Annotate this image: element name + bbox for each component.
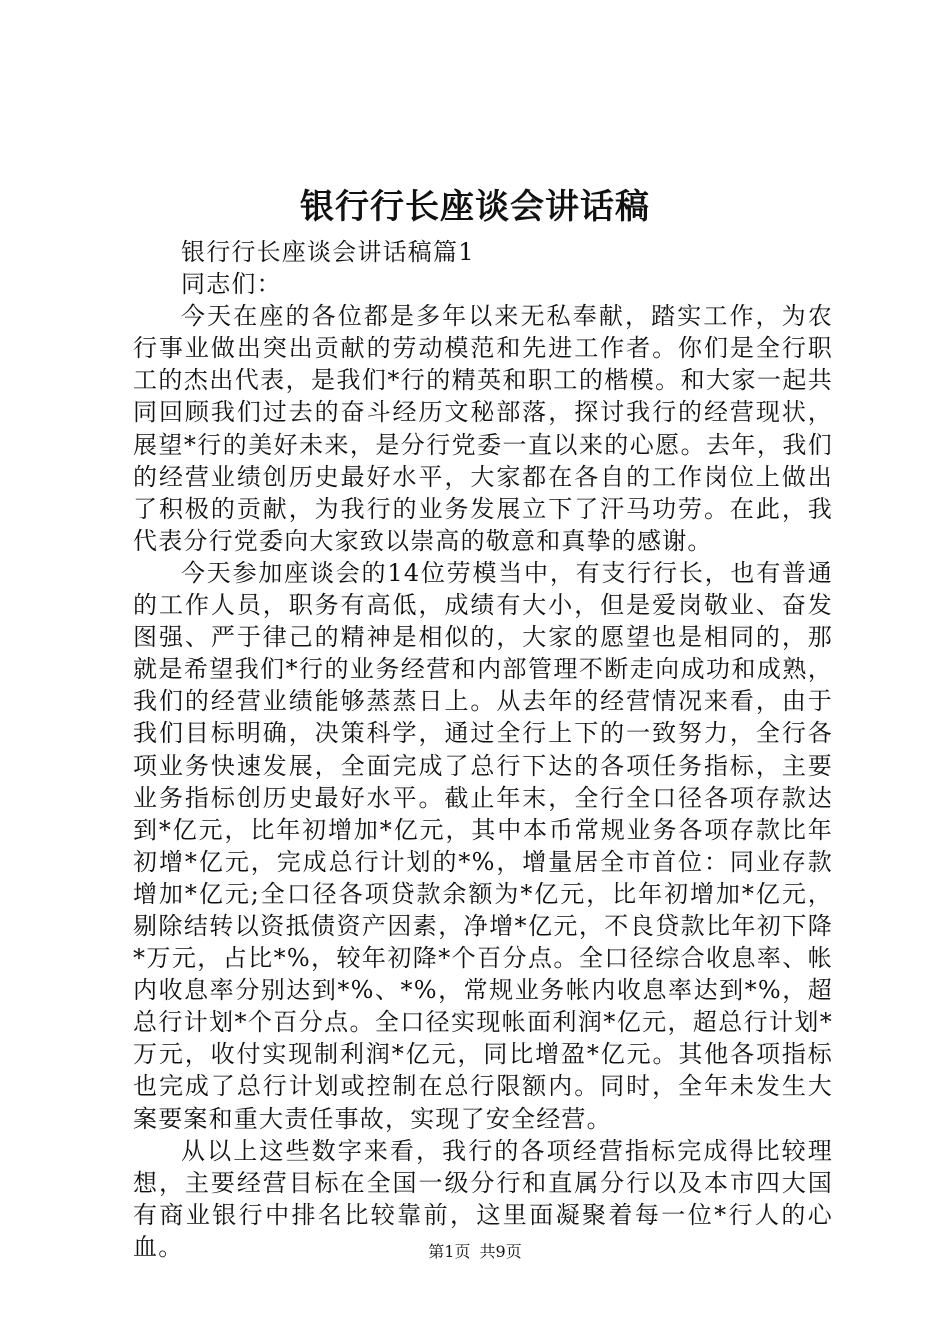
paragraph: 今天参加座谈会的14位劳模当中，有支行行长，也有普通的工作人员，职务有高低，成绩有大小，但是爱岗敬业、奋发图强、严于律己的精神是相似的，大家的愿望也是相同的，那就是希望我们*行的业务经营和内部管理不断走向成功和成熟，我们的经营业绩能够蒸蒸日上。从去年的经营情况来看，由于我们目标明确，决策科学，通过全行上下的一致努力，全行各项业务快速发展，全面完成了总行下达的各项任务指标，主要业务指标创历史最好水平。截止年末，全行全口径各项存款达到*亿元，比年初增加*亿元，其中本币常规业务各项存款比年初增*亿元，完成总行计划的*%，增量居全市首位：同业存款增加*亿元;全口径各项贷款余额为*亿元，比年初增加*亿元，剔除结转以资抵债资产因素，净增*亿元，不良贷款比年初下降*万元，占比*%，较年初降*个百分点。全口径综合收息率、帐内收息率分别达到*%、*%，常规业务帐内收息率达到*%，超总行计划*个百分点。全口径实现帐面利润*亿元，超总行计划*万元，收付实现制利润*亿元，同比增盈*亿元。其他各项指标也完成了总行计划或控制在总行限额内。同时，全年未发生大案要案和重大责任事故，实现了安全经营。 [133,558,833,1133]
document-title: 银行行长座谈会讲话稿 [300,187,650,227]
page-footer [0,1240,950,1264]
paragraph: 从以上这些数字来看，我行的各项经营指标完成得比较理想，主要经营目标在全国一级分行和直属分行以及本市四大国有商业银行中排名比较靠前，这里面凝聚着每一位*行人的心血。 [133,1136,833,1261]
page-number: 第1页 [428,1242,471,1261]
paragraph: 今天在座的各位都是多年以来无私奉献，踏实工作，为农行事业做出突出贡献的劳动模范和先进工作者。你们是全行职工的杰出代表，是我们*行的精英和职工的楷模。和大家一起共同回顾我们过去的奋斗经历文秘部落，探讨我行的经营现状，展望*行的美好未来，是分行党委一直以来的心愿。去年，我们的经营业绩创历史最好水平，大家都在各自的工作岗位上做出了积极的贡献，为我行的业务发展立下了汗马功劳。在此，我代表分行党委向大家致以崇高的敬意和真挚的感谢。 [133,302,833,555]
page-total: 共9页 [479,1242,522,1261]
salutation: 同志们： [181,270,282,299]
document-subtitle: 银行行长座谈会讲话稿篇1 [181,238,475,266]
document-body [133,236,833,1263]
